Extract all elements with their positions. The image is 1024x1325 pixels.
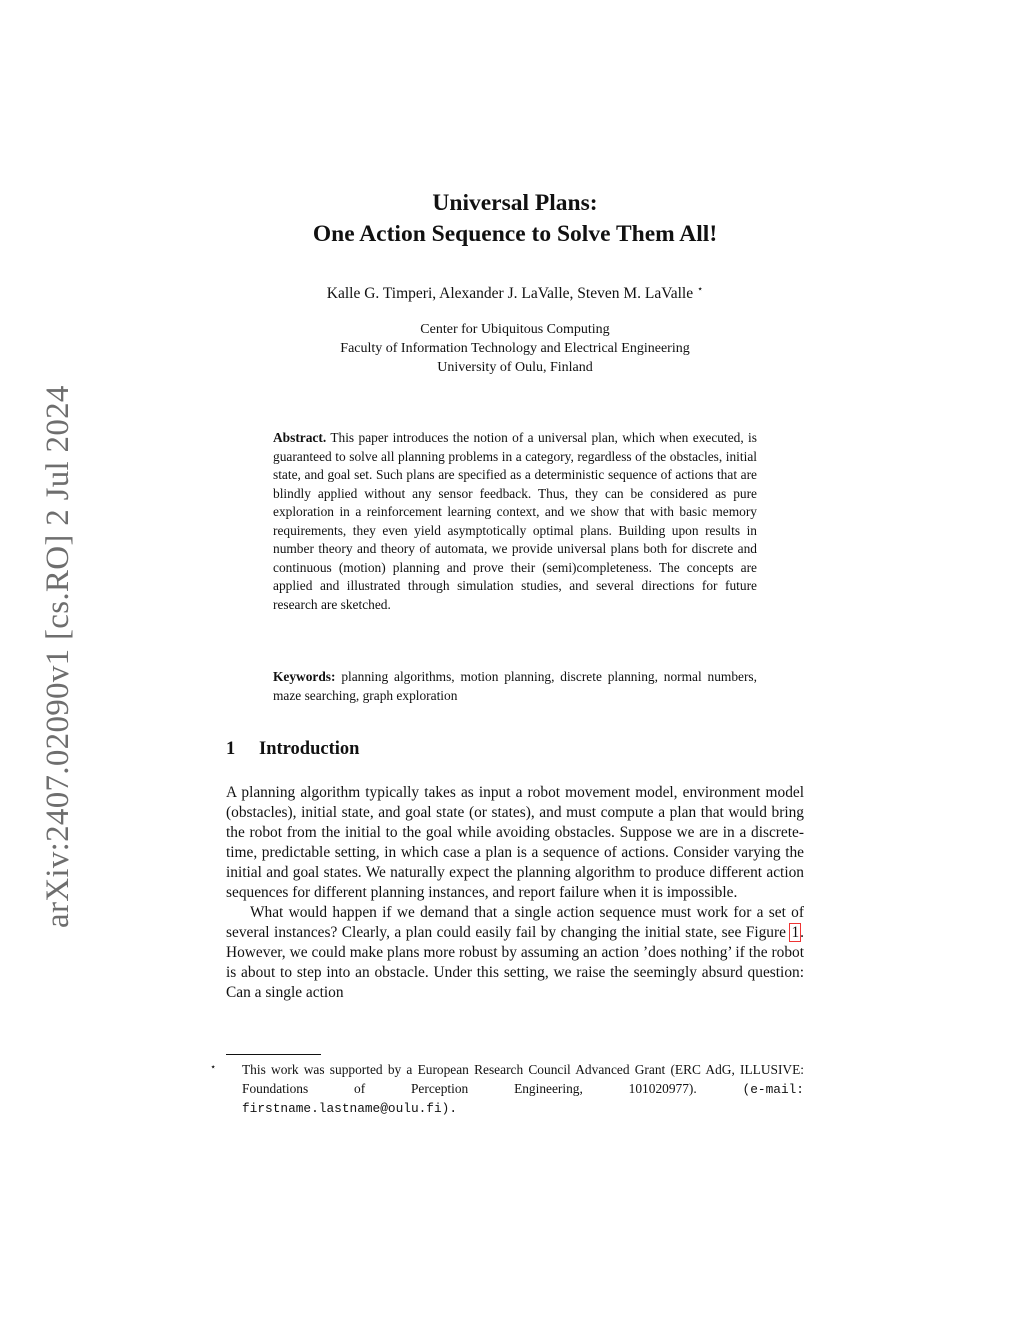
section-heading-introduction	[226, 739, 359, 760]
section-title: Introduction	[259, 739, 360, 759]
footnote	[210, 1059, 804, 1119]
section-number: 1	[226, 739, 236, 759]
figure-1-link[interactable]: 1	[791, 924, 800, 941]
footnote-email: (e-mail: firstname.lastname@oulu.fi).	[242, 1081, 804, 1116]
author-footnote-mark[interactable]: ⋆	[696, 284, 704, 295]
footnote-divider	[226, 1054, 321, 1055]
introduction-paragraph-2	[226, 903, 804, 1003]
affiliation-line-2: Faculty of Information Technology and Electrical Engineering	[340, 341, 690, 356]
affiliation-block	[160, 320, 870, 377]
footnote-text: This work was supported by a European Research Council Advanced Grant (ERC AdG, ILLUSIVE: Foundations of Perception Engineering, 101020977).	[242, 1062, 804, 1096]
abstract-text: This paper introduces the notion of a universal plan, which when executed, is guaranteed to solve all planning problems in a category, regardless of the obstacles, initial state, and goal set. Such plans are specified as a deterministic sequence of actions that are blindly applied without any sensor feedback. Thus, they can be considered as pure exploration in a reinforcement learning context, and we show that with basic memory requirements, they even yield asymptotically optimal plans. Building upon results in number theory and theory of automata, we provide universal plans both for discrete and continuous (motion) planning and prove their (semi)completeness. The concepts are applied and illustrated through simulation studies, and several directions for future research are sketched.	[273, 430, 757, 612]
paragraph-2-text-after: . However, we could make plans more robust by assuming an action ’does nothing’ if the robot is about to step into an obstacle. Under this setting, we raise the seemingly absurd question: Can a single action	[226, 924, 804, 1001]
paper-title	[160, 188, 870, 250]
introduction-body	[226, 783, 804, 1003]
title-line-1: Universal Plans:	[432, 190, 598, 216]
introduction-paragraph-1: A planning algorithm typically takes as input a robot movement model, environment model (obstacles), initial state, and goal state (or states), and must compute a plan that would bring the robot from the initial to the goal while avoiding obstacles. Suppose we are in a discrete-time, predictable setting, in which case a plan is a sequence of actions. Consider varying the initial and goal states. We naturally expect the planning algorithm to produce different action sequences for different planning instances, and report failure when it is impossible.	[226, 784, 804, 901]
abstract-label: Abstract.	[273, 430, 327, 445]
keywords	[273, 668, 757, 705]
paragraph-2-text-before: What would happen if we demand that a single action sequence must work for a set of several instances? Clearly, a plan could easily fail by changing the initial state, see Figure	[226, 904, 804, 941]
keywords-text: planning algorithms, motion planning, discrete planning, normal numbers, maze searching, graph exploration	[273, 669, 757, 703]
keywords-label: Keywords:	[273, 669, 336, 684]
author-names: Kalle G. Timperi, Alexander J. LaValle, Steven M. LaValle	[326, 285, 694, 303]
affiliation-line-3: University of Oulu, Finland	[437, 360, 593, 375]
footnote-mark: ⋆	[210, 1062, 217, 1073]
author-list	[160, 284, 870, 303]
title-line-2: One Action Sequence to Solve Them All!	[312, 221, 718, 247]
abstract	[273, 429, 757, 614]
arxiv-identifier-stamp: arXiv:2407.02090v1 [cs.RO] 2 Jul 2024	[40, 385, 76, 928]
affiliation-line-1: Center for Ubiquitous Computing	[420, 322, 610, 337]
